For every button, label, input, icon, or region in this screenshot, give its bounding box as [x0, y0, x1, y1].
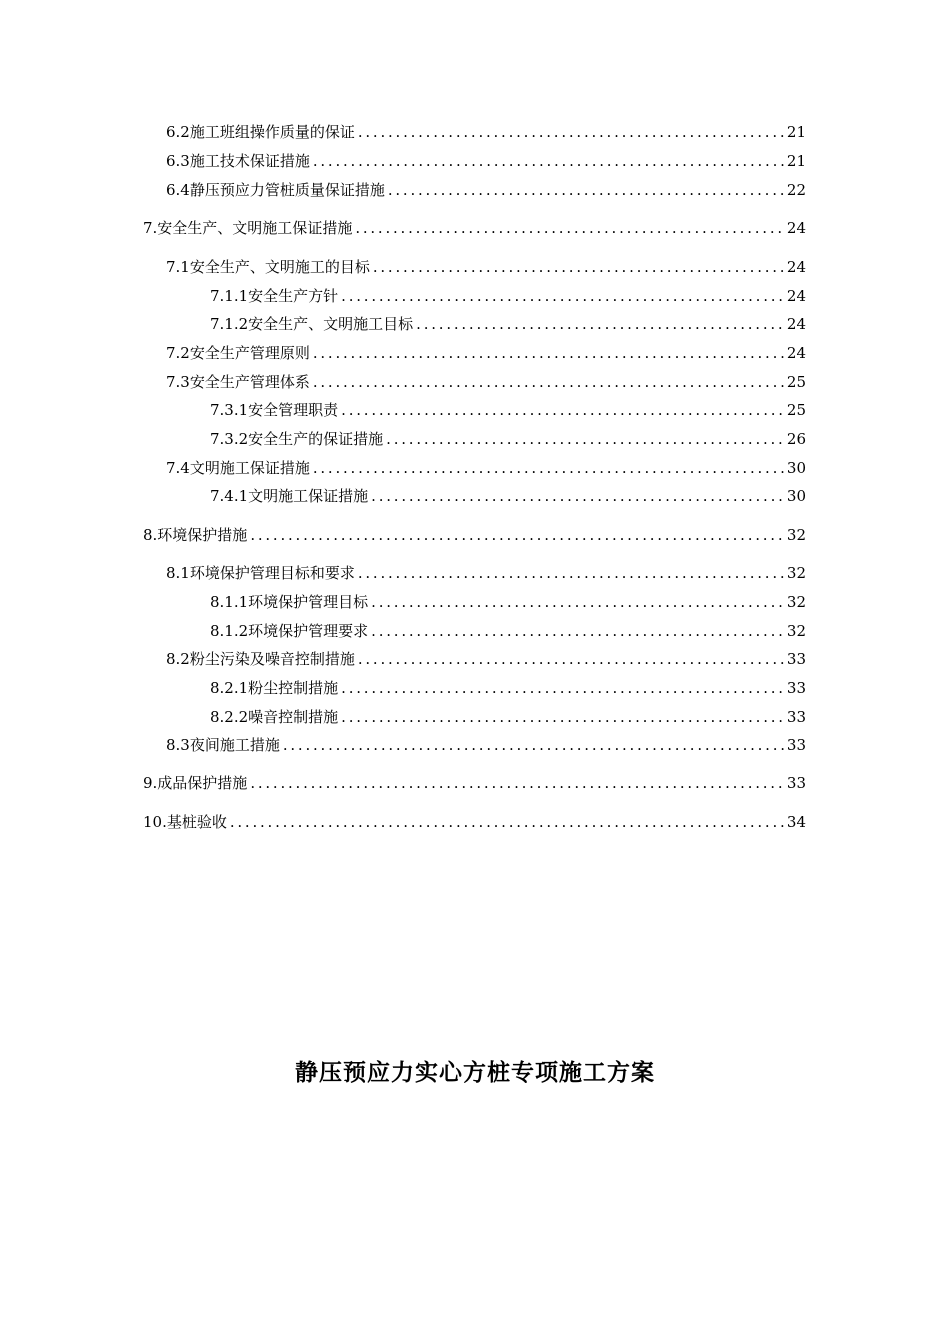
toc-entry-page: 25 [786, 373, 806, 391]
dot-leader [313, 373, 784, 391]
toc-entry-label: 7.1.2安全生产、文明施工目标 [210, 315, 414, 333]
dot-leader [358, 650, 784, 668]
toc-entry-page: 33 [786, 774, 806, 792]
toc-entry[interactable] [143, 526, 806, 544]
toc-entry-page: 21 [786, 152, 806, 170]
toc-entry-label: 8.2粉尘污染及噪音控制措施 [166, 650, 355, 668]
toc-entry-label: 7.3.1安全管理职责 [210, 401, 339, 419]
toc-entry[interactable] [166, 181, 806, 199]
toc-entry-label: 8.1.2环境保护管理要求 [210, 622, 369, 640]
dot-leader [313, 152, 784, 170]
dot-leader [250, 774, 784, 792]
toc-entry[interactable] [210, 708, 806, 726]
toc-entry[interactable] [166, 373, 806, 391]
toc-entry[interactable] [166, 459, 806, 477]
toc-entry-label: 8.3夜间施工措施 [166, 736, 280, 754]
toc-entry-page: 24 [786, 287, 806, 305]
toc-entry-label: 7.1安全生产、文明施工的目标 [166, 258, 370, 276]
toc-entry-page: 30 [786, 459, 806, 477]
toc-entry[interactable] [143, 774, 806, 792]
dot-leader [358, 123, 784, 141]
document-title: 静压预应力实心方桩专项施工方案 [295, 1059, 655, 1086]
toc-entry-page: 32 [786, 564, 806, 582]
toc-entry-page: 24 [786, 219, 806, 237]
toc-entry-page: 32 [786, 593, 806, 611]
toc-entry-page: 30 [786, 487, 806, 505]
dot-leader [230, 813, 784, 831]
toc-entry[interactable] [210, 287, 806, 305]
toc-entry-page: 22 [786, 181, 806, 199]
toc-entry[interactable] [166, 152, 806, 170]
dot-leader [283, 736, 784, 754]
dot-leader [371, 622, 784, 640]
dot-leader [373, 258, 784, 276]
toc-entry-page: 32 [786, 526, 806, 544]
toc-entry-page: 34 [786, 813, 806, 831]
toc-entry-label: 9.成品保护措施 [143, 774, 248, 792]
toc-entry-page: 25 [786, 401, 806, 419]
toc-entry-label: 8.环境保护措施 [143, 526, 248, 544]
toc-entry-page: 26 [786, 430, 806, 448]
toc-entry[interactable] [210, 315, 806, 333]
toc-entry[interactable] [143, 219, 806, 237]
toc-entry[interactable] [166, 344, 806, 362]
toc-entry-label: 8.2.2噪音控制措施 [210, 708, 339, 726]
dot-leader [313, 344, 784, 362]
toc-entry-page: 33 [786, 708, 806, 726]
toc-entry-page: 32 [786, 622, 806, 640]
toc-entry[interactable] [210, 487, 806, 505]
toc-entry-label: 10.基桩验收 [143, 813, 227, 831]
toc-entry-label: 7.4文明施工保证措施 [166, 459, 310, 477]
dot-leader [355, 219, 784, 237]
toc-entry-page: 33 [786, 736, 806, 754]
dot-leader [371, 593, 784, 611]
toc-entry[interactable] [166, 123, 806, 141]
toc-entry-page: 33 [786, 650, 806, 668]
dot-leader [341, 708, 784, 726]
dot-leader [371, 487, 784, 505]
toc-entry-page: 24 [786, 315, 806, 333]
toc-entry-page: 21 [786, 123, 806, 141]
toc-entry[interactable] [166, 258, 806, 276]
toc-entry-label: 7.3.2安全生产的保证措施 [210, 430, 384, 448]
toc-entry-label: 7.4.1文明施工保证措施 [210, 487, 369, 505]
dot-leader [313, 459, 784, 477]
toc-entry-label: 7.2安全生产管理原则 [166, 344, 310, 362]
toc-entry-page: 24 [786, 258, 806, 276]
dot-leader [388, 181, 784, 199]
toc-entry[interactable] [210, 401, 806, 419]
toc-entry[interactable] [143, 813, 806, 831]
toc-entry-label: 7.1.1安全生产方针 [210, 287, 339, 305]
toc-entry-label: 8.1环境保护管理目标和要求 [166, 564, 355, 582]
toc-entry-label: 6.3施工技术保证措施 [166, 152, 310, 170]
toc-entry-label: 6.4静压预应力管桩质量保证措施 [166, 181, 385, 199]
dot-leader [341, 287, 784, 305]
toc-entry-label: 6.2施工班组操作质量的保证 [166, 123, 355, 141]
toc-entry-label: 7.3安全生产管理体系 [166, 373, 310, 391]
dot-leader [341, 679, 784, 697]
dot-leader [358, 564, 784, 582]
dot-leader [416, 315, 784, 333]
toc-entry[interactable] [166, 736, 806, 754]
toc-entry[interactable] [210, 593, 806, 611]
toc-entry-page: 24 [786, 344, 806, 362]
dot-leader [250, 526, 784, 544]
toc-entry[interactable] [166, 650, 806, 668]
toc-entry[interactable] [210, 430, 806, 448]
toc-entry[interactable] [166, 564, 806, 582]
toc-entry[interactable] [210, 679, 806, 697]
toc-entry[interactable] [210, 622, 806, 640]
dot-leader [341, 401, 784, 419]
dot-leader [386, 430, 784, 448]
toc-entry-label: 8.1.1环境保护管理目标 [210, 593, 369, 611]
toc-entry-label: 8.2.1粉尘控制措施 [210, 679, 339, 697]
toc-entry-page: 33 [786, 679, 806, 697]
toc-entry-label: 7.安全生产、文明施工保证措施 [143, 219, 353, 237]
